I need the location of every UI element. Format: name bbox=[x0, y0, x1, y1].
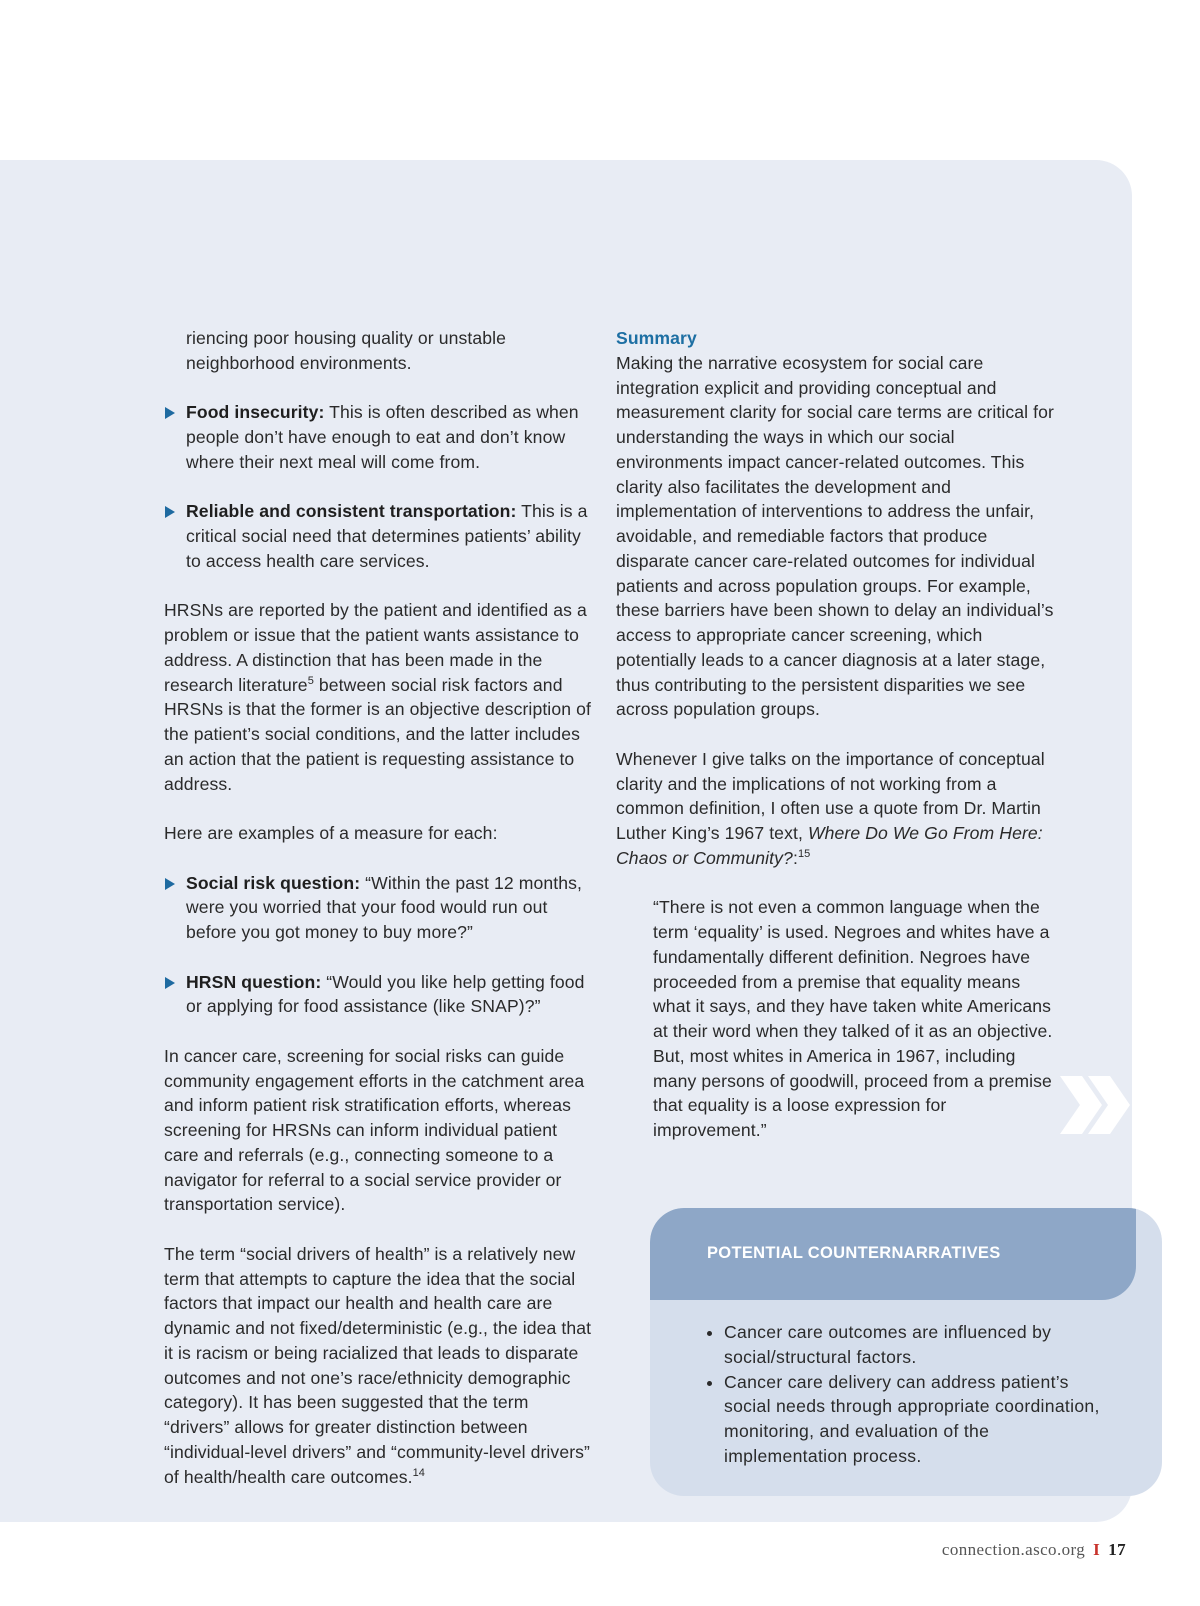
bullet-social-risk-question bbox=[164, 871, 594, 945]
bullet-food-insecurity bbox=[164, 400, 594, 474]
callout-header bbox=[650, 1208, 1136, 1300]
bullet-hrsn-question bbox=[164, 970, 594, 1020]
bullet-label: HRSN question: bbox=[186, 971, 322, 992]
paragraph-text: HRSNs are reported by the patient and identified as a problem or issue that the patient wants assistance to address. A distinction that has been made in the research literature bbox=[164, 600, 587, 695]
page-footer bbox=[942, 1540, 1126, 1560]
reference-14: 14 bbox=[412, 1466, 426, 1479]
triangle-bullet-icon bbox=[165, 407, 175, 419]
triangle-bullet-icon bbox=[165, 506, 175, 518]
paragraph-mlk-intro bbox=[616, 747, 1056, 871]
mlk-quote: “There is not even a common language when the term ‘equality’ is used. Negroes and whites have a fundamentally different definition. Negroes have proceeded from a premise that equality means what it says, and they have taken white Americans at their word when they talked of it as an objective. But, most whites in America in 1967, including many persons of goodwill, proceed from a premise that equality is a loose expression for improvement.” bbox=[653, 897, 1053, 1140]
summary-heading: Summary bbox=[616, 328, 697, 348]
bullet-label: Food insecurity: bbox=[186, 402, 325, 423]
reference-15: 15 bbox=[797, 847, 811, 860]
triangle-bullet-icon bbox=[165, 977, 175, 989]
colon: : bbox=[792, 847, 798, 868]
paragraph-examples: Here are examples of a measure for each: bbox=[164, 823, 498, 843]
bullet-label: Reliable and consistent transportation: bbox=[186, 501, 517, 522]
paragraph-text: Whenever I give talks on the importance of conceptual clarity and the implications of not working from a common definition, I often use a quote from Dr. Martin Luther King’s 1967 text, bbox=[616, 748, 1045, 843]
list-item: • Cancer care outcomes are influenced by social/structural factors. bbox=[724, 1320, 1104, 1370]
callout-list bbox=[704, 1320, 1104, 1469]
paragraph-social-drivers bbox=[164, 1242, 594, 1490]
paragraph-screening: In cancer care, screening for social risks can guide community engagement efforts in the catchment area and inform patient risk stratification efforts, whereas screening for HRSNs can inform individual patient care and referrals (e.g., connecting someone to a navigator for referral to a social service provider or transportation service). bbox=[164, 1045, 585, 1215]
bullet-text: “Would you like help getting food or applying for food assistance (like SNAP)?” bbox=[186, 971, 585, 1017]
right-column bbox=[616, 326, 1056, 1168]
site-link[interactable]: connection.asco.org bbox=[941, 1540, 1086, 1559]
bullet-label: Social risk question: bbox=[186, 872, 361, 893]
paragraph-text: The term “social drivers of health” is a relatively new term that attempts to capture the idea that the social factors that impact our health and health care are dynamic and not fixed/deterministic (e.g., the idea that it is racism or being racialized that leads to disparate outcomes and not one’s race/ethnicity demographic category). It has been suggested that the term “drivers” allows for greater distinction between “individual-level drivers” and “community-level drivers” of health/health care outcomes. bbox=[164, 1243, 592, 1487]
bullet-text: This is a critical social need that determines patients’ ability to access health care services. bbox=[186, 501, 588, 571]
reference-5: 5 bbox=[307, 674, 314, 687]
bullet-text: This is often described as when people don’t have enough to eat and don’t know where their next meal will come from. bbox=[186, 402, 579, 472]
bullet-transportation bbox=[164, 499, 594, 573]
page-number: 17 bbox=[1108, 1540, 1126, 1559]
paragraph-hrsns bbox=[164, 598, 594, 796]
paragraph-summary: Making the narrative ecosystem for social care integration explicit and providing conceptual and measurement clarity for social care terms are critical for understanding the ways in which our social environments impact cancer-related outcomes. This clarity also facilitates the development and implementation of interventions to address the unfair, avoidable, and remediable factors that produce disparate cancer care-related outcomes for individual patients and across population groups. For example, these barriers have been shown to delay an individual’s access to appropriate cancer screening, which potentially leads to a cancer diagnosis at a later stage, thus contributing to the persistent disparities we see across population groups. bbox=[616, 352, 1054, 720]
list-item: • Cancer care delivery can address patient’s social needs through appropriate coordination, monitoring, and evaluation of the implementation process. bbox=[724, 1370, 1104, 1469]
continued-text: riencing poor housing quality or unstable neighborhood environments. bbox=[186, 328, 507, 373]
paragraph-text: between social risk factors and HRSNs is that the former is an objective description of the patient’s social conditions, and the latter includes an action that the patient is requesting assistance to address. bbox=[164, 674, 591, 794]
triangle-bullet-icon bbox=[165, 878, 175, 890]
callout-title: POTENTIAL COUNTERNARRATIVES bbox=[707, 1244, 1001, 1262]
bullet-text: “Within the past 12 months, were you worried that your food would run out before you got money to buy more?” bbox=[186, 872, 583, 942]
book-title: Where Do We Go From Here: Chaos or Community? bbox=[616, 823, 1043, 868]
left-column bbox=[164, 326, 594, 1514]
counternarratives-callout bbox=[650, 1208, 1162, 1496]
double-chevron-right-icon bbox=[1052, 1070, 1138, 1140]
footer-separator: I bbox=[1093, 1540, 1101, 1559]
